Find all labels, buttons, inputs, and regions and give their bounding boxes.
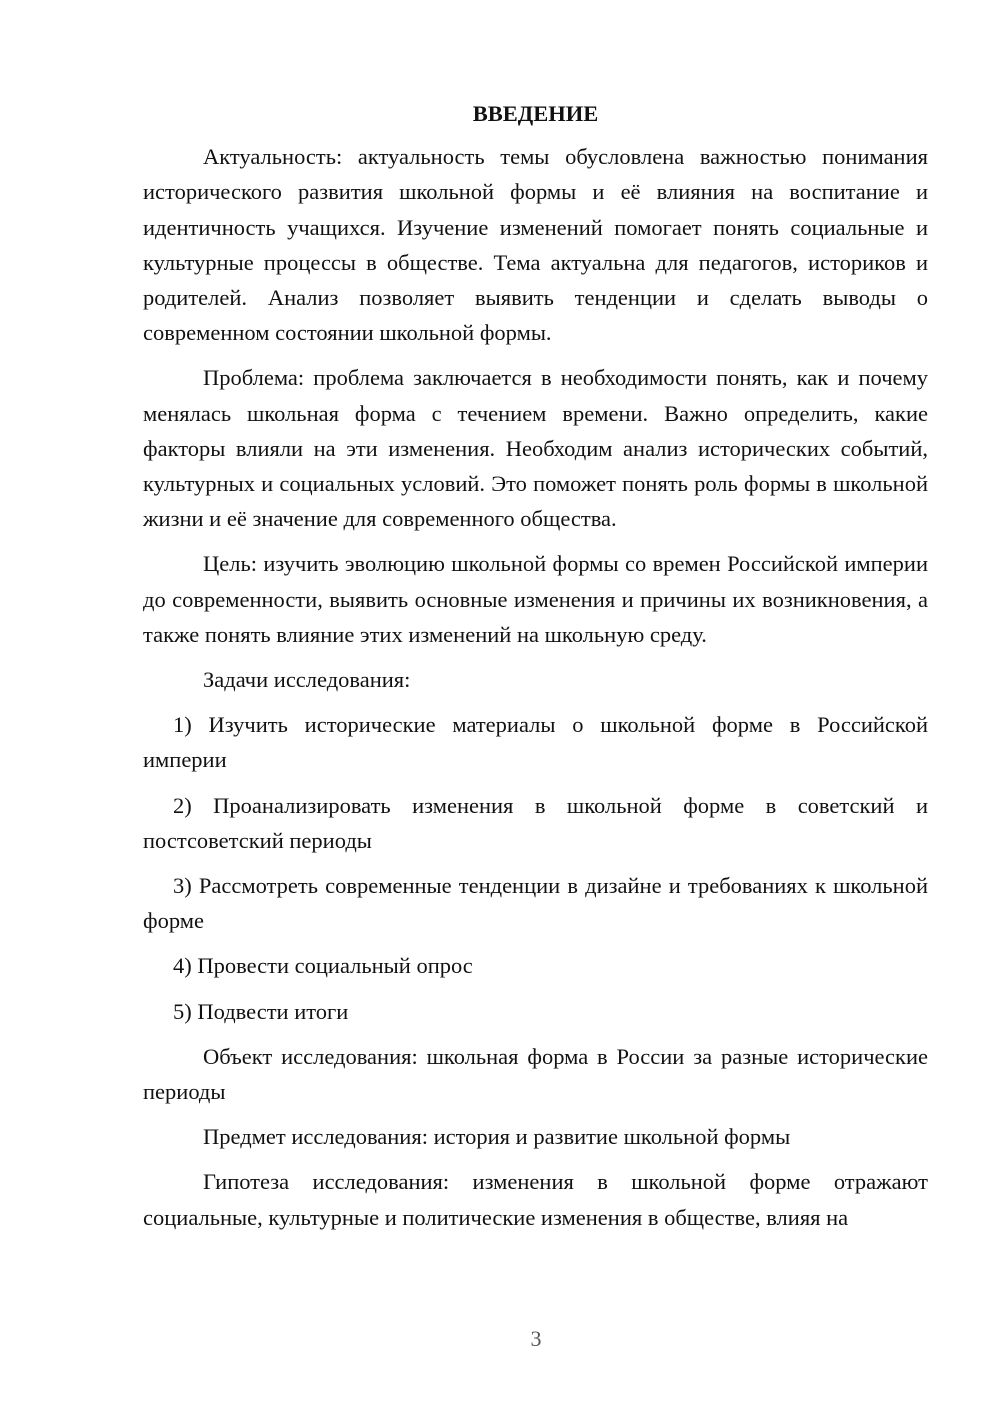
paragraph-problem: Проблема: проблема заключается в необходимости понять, как и почему менялась школьная форма с течением времени. Важно определить, какие факторы влияли на эти изменения. Необходим анализ исторических событий, культурных и социальных условий. Это поможет понять роль формы в школьной жизни и её значение для современного общества. — [143, 365, 928, 532]
task-item: 2) Проанализировать изменения в школьной форме в советский и постсоветский периоды — [143, 792, 928, 853]
task-item: 5) Подвести итоги — [173, 998, 349, 1024]
paragraph-hypothesis: Гипотеза исследования: изменения в школьной форме отражают социальные, культурные и политические изменения в обществе, влияя на — [143, 1169, 928, 1230]
paragraph-object: Объект исследования: школьная форма в России за разные исторические периоды — [143, 1043, 928, 1105]
tasks-heading: Задачи исследования: — [203, 667, 411, 693]
task-item: 3) Рассмотреть современные тенденции в дизайне и требованиях к школьной форме — [143, 873, 928, 934]
paragraph-relevance: Актуальность: актуальность темы обусловлена важностью понимания исторического развития школьной формы и её влияния на воспитание и идентичность учащихся. Изучение изменений помогает понять социальные и культурные процессы в обществе. Тема актуальна для педагогов, историков и родителей. Анализ позволяет выявить тенденции и сделать выводы о современном состоянии школьной формы. — [143, 144, 928, 346]
paragraph-subject: Предмет исследования: история и развитие школьной формы — [203, 1124, 791, 1150]
task-item: 4) Провести социальный опрос — [173, 953, 473, 979]
page-content — [143, 96, 928, 1245]
task-item: 1) Изучить исторические материалы о школьной форме в Российской империи — [143, 712, 928, 773]
paragraph-goal: Цель: изучить эволюцию школьной формы со времен Российской империи до современности, выявить основные изменения и причины их возникновения, а также понять влияние этих изменений на школьную среду. — [143, 551, 928, 647]
section-title: ВВЕДЕНИЕ — [472, 101, 599, 126]
page-number: 3 — [530, 1326, 542, 1351]
